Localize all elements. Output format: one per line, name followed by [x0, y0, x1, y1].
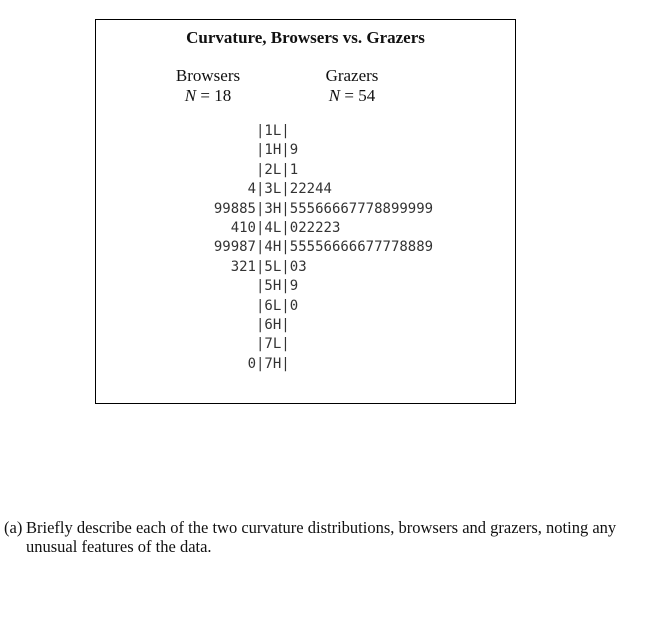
browsers-n-value: 18: [214, 86, 232, 105]
stem-label: |6H|: [256, 316, 290, 333]
question-label: (a): [4, 518, 23, 537]
grazers-leaves: 9: [289, 142, 299, 159]
stem-label: |4L|: [256, 219, 290, 236]
stem-label: |2L|: [256, 161, 290, 178]
grazers-label: Grazers: [325, 66, 379, 85]
stem-label: |1L|: [256, 123, 290, 139]
stem-label: |5H|: [256, 278, 290, 295]
grazers-n: [322, 86, 382, 106]
grazers-leaves: 1: [289, 161, 299, 178]
grazers-leaves: 55556666677778889: [289, 239, 434, 256]
grazers-header: [322, 66, 382, 106]
browsers-label: Browsers: [175, 66, 241, 85]
grazers-leaves: 22244: [289, 181, 332, 198]
equals-sign: =: [196, 86, 215, 105]
browsers-leaves: 4: [247, 181, 256, 198]
figure-title: Curvature, Browsers vs. Grazers: [186, 28, 425, 47]
stem-label: |1H|: [256, 142, 290, 159]
stem-label: |4H|: [256, 239, 290, 256]
stem-label: |3L|: [256, 181, 290, 198]
grazers-leaves: 55566667778899999: [289, 200, 434, 217]
browsers-leaves: 321: [230, 258, 256, 275]
grazers-n-value: 54: [358, 86, 376, 105]
grazers-leaves: 022223: [289, 219, 341, 236]
browsers-leaves: 99885: [213, 200, 256, 217]
question-a: [4, 518, 644, 556]
stem-label: |3H|: [256, 200, 290, 217]
grazers-leaves: 9: [289, 278, 299, 295]
grazers-leaves: 03: [289, 258, 307, 275]
stem-label: |7H|: [256, 355, 290, 372]
question-text: Briefly describe each of the two curvature distributions, browsers and grazers, noting any unusual features of the data.: [26, 518, 617, 556]
browsers-leaves: 410: [230, 219, 256, 236]
n-symbol: N: [184, 86, 197, 105]
browsers-n: [174, 86, 242, 106]
stem-label: |5L|: [256, 258, 290, 275]
stem-label: |7L|: [256, 336, 290, 353]
n-symbol: N: [328, 86, 341, 105]
browsers-leaves: 0: [247, 355, 256, 372]
equals-sign: =: [340, 86, 359, 105]
stem-label: |6L|: [256, 297, 290, 314]
stem-and-leaf-figure: [95, 19, 516, 404]
browsers-header: [174, 66, 242, 106]
grazers-leaves: 0: [289, 297, 299, 314]
browsers-leaves: 99987: [213, 239, 256, 256]
